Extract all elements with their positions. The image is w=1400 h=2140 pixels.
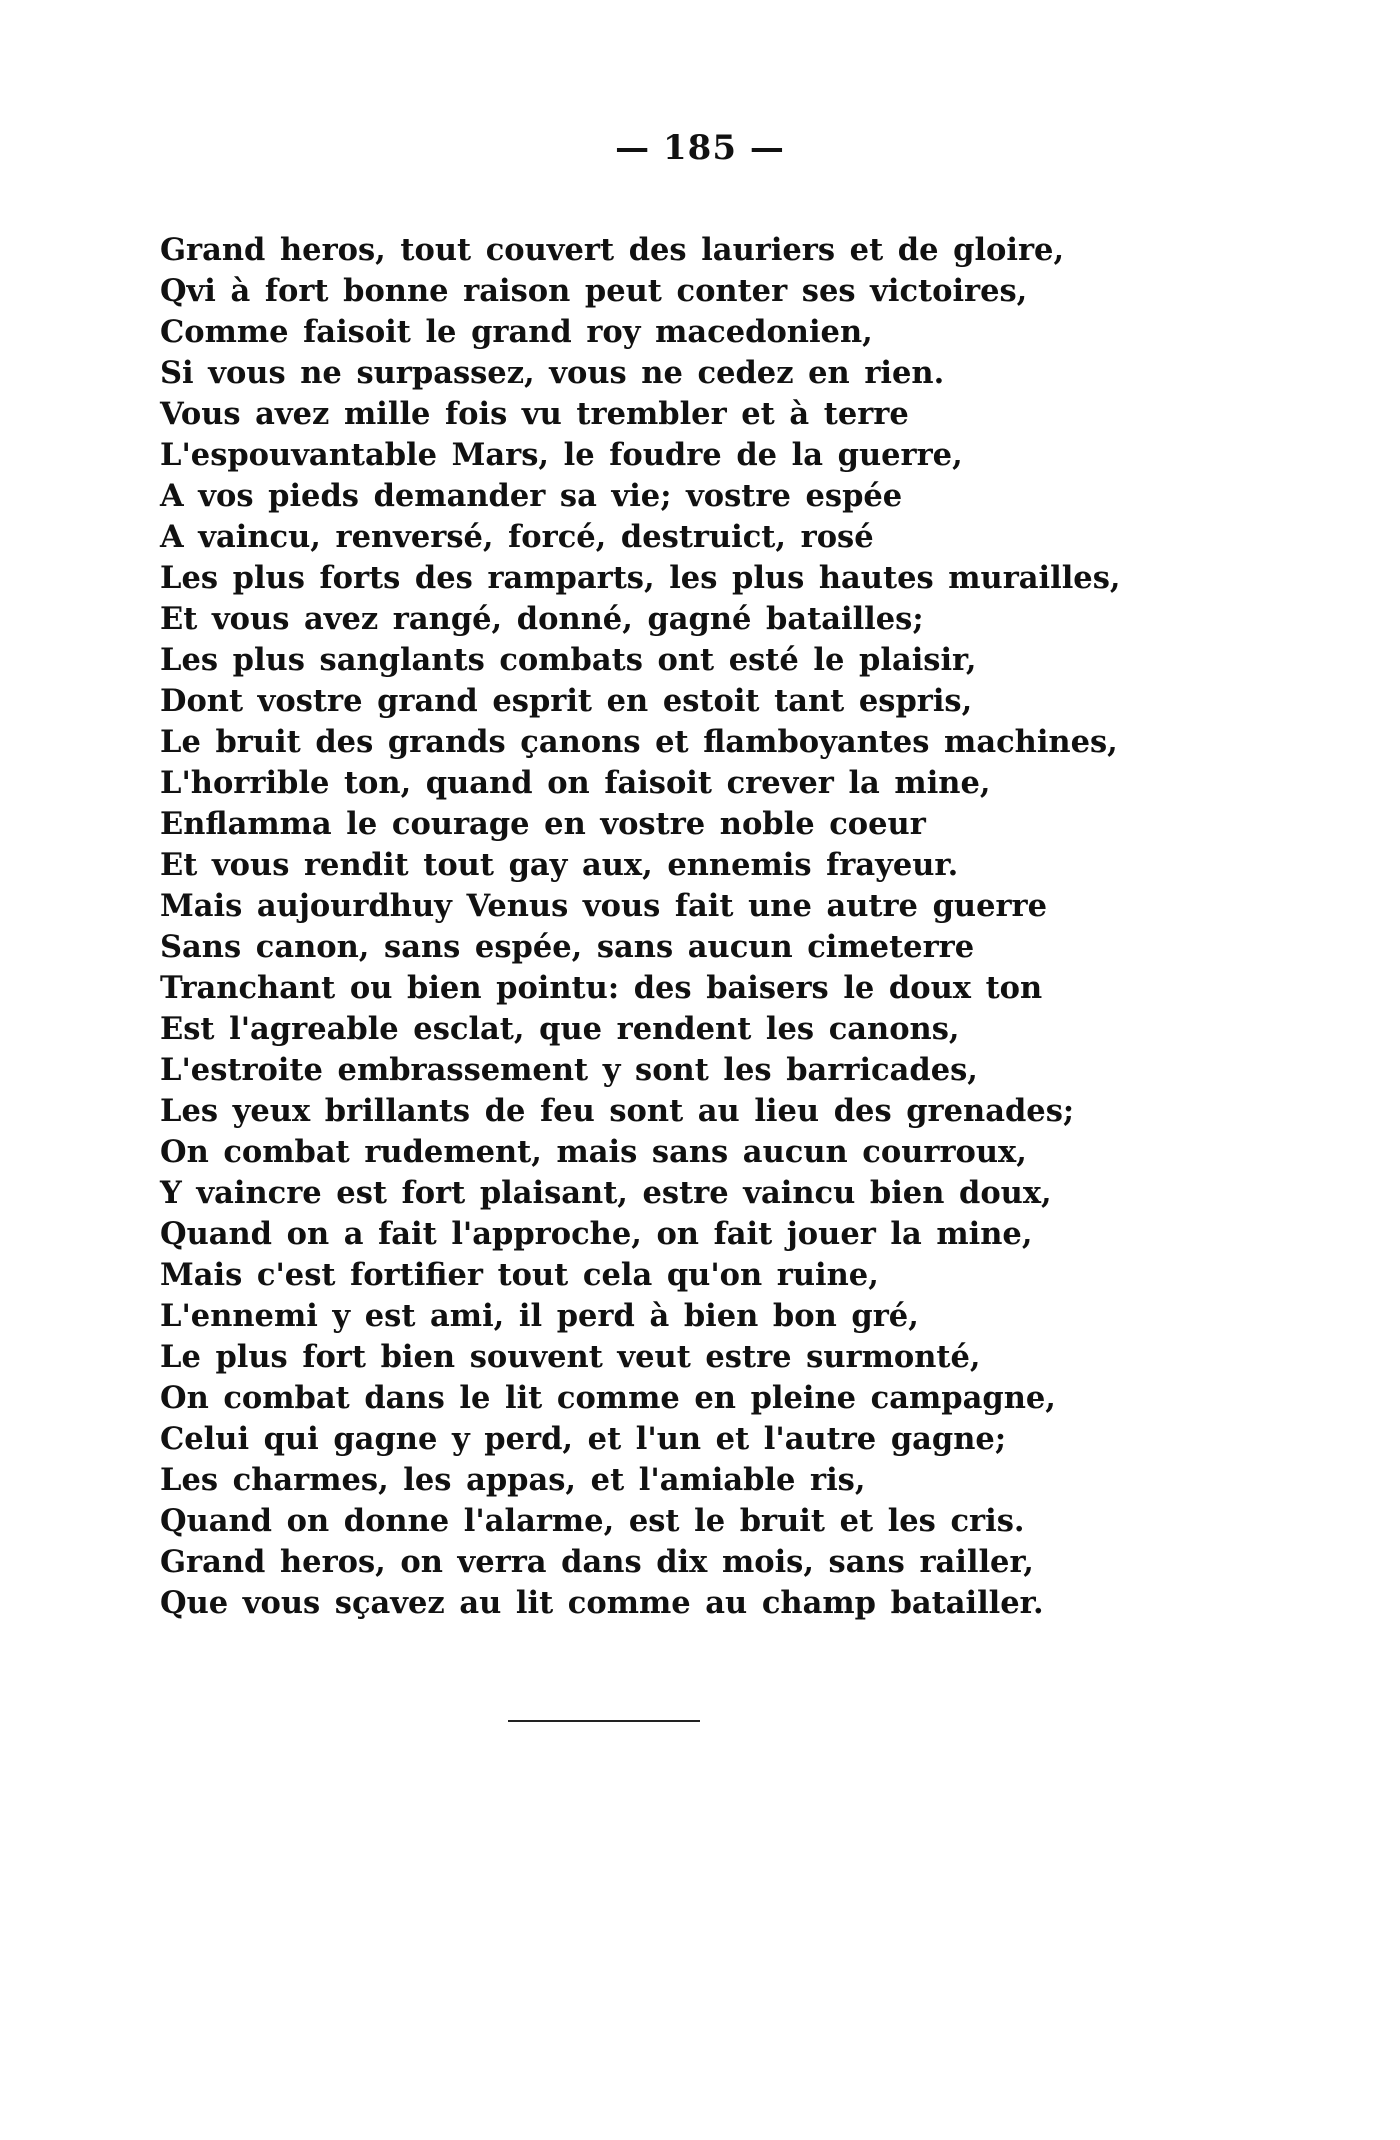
poem-text	[160, 230, 1280, 1624]
poem-line: Y vaincre est fort plaisant, estre vaincu bien doux,	[160, 1175, 1052, 1211]
poem-line: Mais aujourdhuy Venus vous fait une autre guerre	[160, 888, 1048, 924]
poem-line: Enflamma le courage en vostre noble coeur	[160, 806, 926, 842]
poem-line: Les charmes, les appas, et l'amiable ris,	[160, 1462, 866, 1498]
poem-line: Est l'agreable esclat, que rendent les canons,	[160, 1011, 960, 1047]
poem-line: Et vous avez rangé, donné, gagné batailles;	[160, 601, 924, 637]
poem-line: Les plus sanglants combats ont esté le plaisir,	[160, 642, 977, 678]
poem-line: Comme faisoit le grand roy macedonien,	[160, 314, 873, 350]
poem-line: Si vous ne surpassez, vous ne cedez en rien.	[160, 355, 945, 391]
poem-line: Les yeux brillants de feu sont au lieu des grenades;	[160, 1093, 1075, 1129]
poem-line: Les plus forts des ramparts, les plus hautes murailles,	[160, 560, 1121, 596]
poem-line: L'ennemi y est ami, il perd à bien bon gré,	[160, 1298, 919, 1334]
page-number: — 185 —	[615, 128, 785, 168]
poem-line: Quand on a fait l'approche, on fait jouer la mine,	[160, 1216, 1033, 1252]
poem-line: Vous avez mille fois vu trembler et à terre	[160, 396, 909, 432]
poem-line: Le plus fort bien souvent veut estre surmonté,	[160, 1339, 981, 1375]
poem-line: L'espouvantable Mars, le foudre de la guerre,	[160, 437, 963, 473]
poem-line: Grand heros, on verra dans dix mois, sans railler,	[160, 1544, 1034, 1580]
poem-line: On combat rudement, mais sans aucun courroux,	[160, 1134, 1027, 1170]
poem-line: Mais c'est fortifier tout cela qu'on ruine,	[160, 1257, 879, 1293]
end-rule	[508, 1720, 700, 1722]
poem-line: L'estroite embrassement y sont les barricades,	[160, 1052, 978, 1088]
poem-line: Qvi à fort bonne raison peut conter ses victoires,	[160, 273, 1028, 309]
poem-line: Le bruit des grands çanons et flamboyantes machines,	[160, 724, 1118, 760]
poem-line: A vos pieds demander sa vie; vostre espée	[160, 478, 903, 514]
poem-line: A vaincu, renversé, forcé, destruict, rosé	[160, 519, 874, 555]
poem-line: L'horrible ton, quand on faisoit crever la mine,	[160, 765, 991, 801]
poem-line: Grand heros, tout couvert des lauriers et de gloire,	[160, 232, 1065, 268]
poem-line: On combat dans le lit comme en pleine campagne,	[160, 1380, 1056, 1416]
poem-line: Que vous sçavez au lit comme au champ batailler.	[160, 1585, 1044, 1621]
poem-line: Dont vostre grand esprit en estoit tant espris,	[160, 683, 973, 719]
poem-line: Sans canon, sans espée, sans aucun cimeterre	[160, 929, 975, 965]
poem-line: Tranchant ou bien pointu: des baisers le doux ton	[160, 970, 1043, 1006]
poem-line: Et vous rendit tout gay aux, ennemis frayeur.	[160, 847, 959, 883]
poem-line: Quand on donne l'alarme, est le bruit et les cris.	[160, 1503, 1025, 1539]
poem-line: Celui qui gagne y perd, et l'un et l'autre gagne;	[160, 1421, 1007, 1457]
